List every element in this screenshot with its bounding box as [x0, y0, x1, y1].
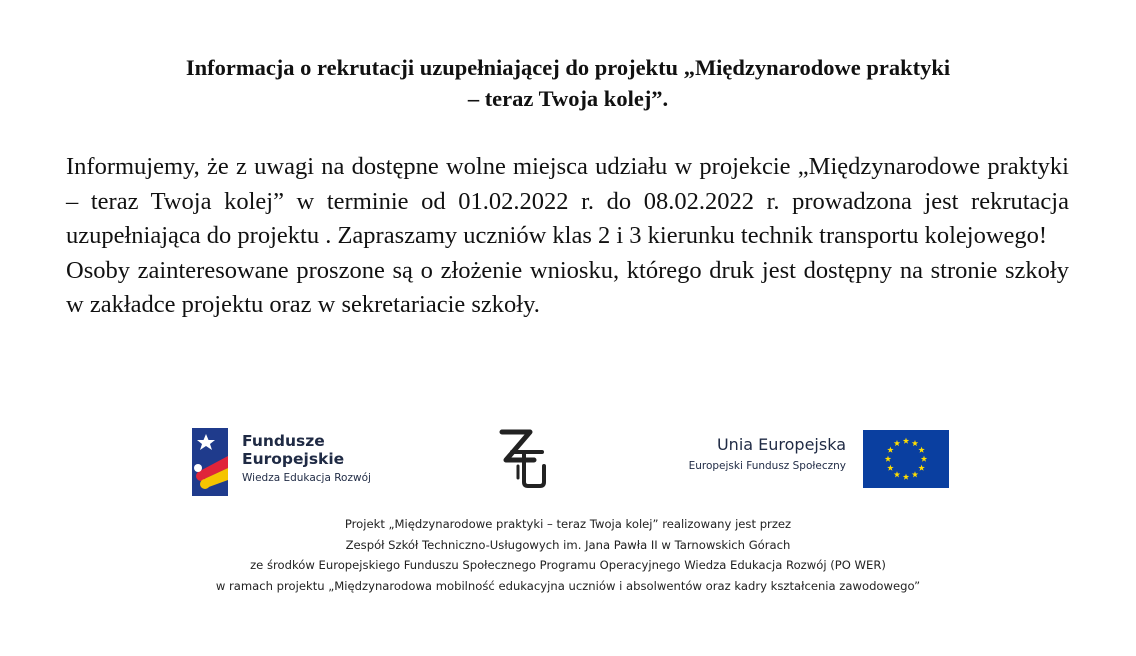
zt-school-logo-icon: [496, 426, 548, 490]
fe-line-1: Fundusze: [242, 432, 325, 450]
announcement-paragraph-2: Osoby zainteresowane proszone są o złożenie wniosku, którego druk jest dostępny na stronie szkoły w zakładce projektu oraz w sekretariacie szkoły.: [66, 256, 1069, 318]
announcement-text: Informujemy, że z uwagi na dostępne wolne miejsca udziału w projekcie „Międzynarodowe praktyki – teraz Twoja kolej” w terminie od 01.02.2022 r. do 08.02.2022 r. prowadzona jest rekrutacja uzupełniająca do projektu .: [66, 153, 1069, 249]
logo-bar: [0, 420, 1136, 510]
title-line-2: – teraz Twoja kolej”.: [467, 86, 669, 111]
fundusze-europejskie-icon: [192, 428, 228, 496]
fundusze-europejskie-logo: [192, 428, 392, 500]
fe-line-3: Wiedza Edukacja Rozwój: [242, 472, 371, 484]
ue-line-2: Europejski Fundusz Społeczny: [688, 460, 846, 472]
invitation-text: Zapraszamy uczniów klas 2 i 3 kierunku technik transportu kolejowego!: [337, 222, 1048, 249]
footer-line-1: Projekt „Międzynarodowe praktyki – teraz Twoja kolej” realizowany jest przez: [344, 517, 792, 531]
footer-line-3: ze środków Europejskiego Funduszu Społecznego Programu Operacyjnego Wiedza Edukacja Rozwój (PO WER): [250, 558, 886, 572]
unia-europejska-logo: [664, 430, 954, 492]
footer-line-4: w ramach projektu „Międzynarodowa mobilność edukacyjna uczniów i absolwentów oraz kadry kształcenia zawodowego”: [215, 578, 921, 593]
ue-line-1: Unia Europejska: [716, 435, 846, 454]
project-footer: [0, 514, 1136, 596]
unia-europejska-text: [689, 434, 846, 474]
eu-flag-icon: [863, 430, 949, 488]
title-line-1: Informacja o rekrutacji uzupełniającej do projektu „Międzynarodowe praktyki: [185, 55, 951, 80]
announcement-paragraph-1: [66, 150, 1069, 254]
announcement-body: [66, 150, 1069, 323]
fe-line-2: Europejskie: [242, 450, 345, 468]
footer-line-2: Zespół Szkół Techniczno-Usługowych im. Jana Pawła II w Tarnowskich Górach: [345, 537, 791, 552]
fundusze-europejskie-text: [242, 432, 371, 486]
page-title: [60, 52, 1076, 114]
